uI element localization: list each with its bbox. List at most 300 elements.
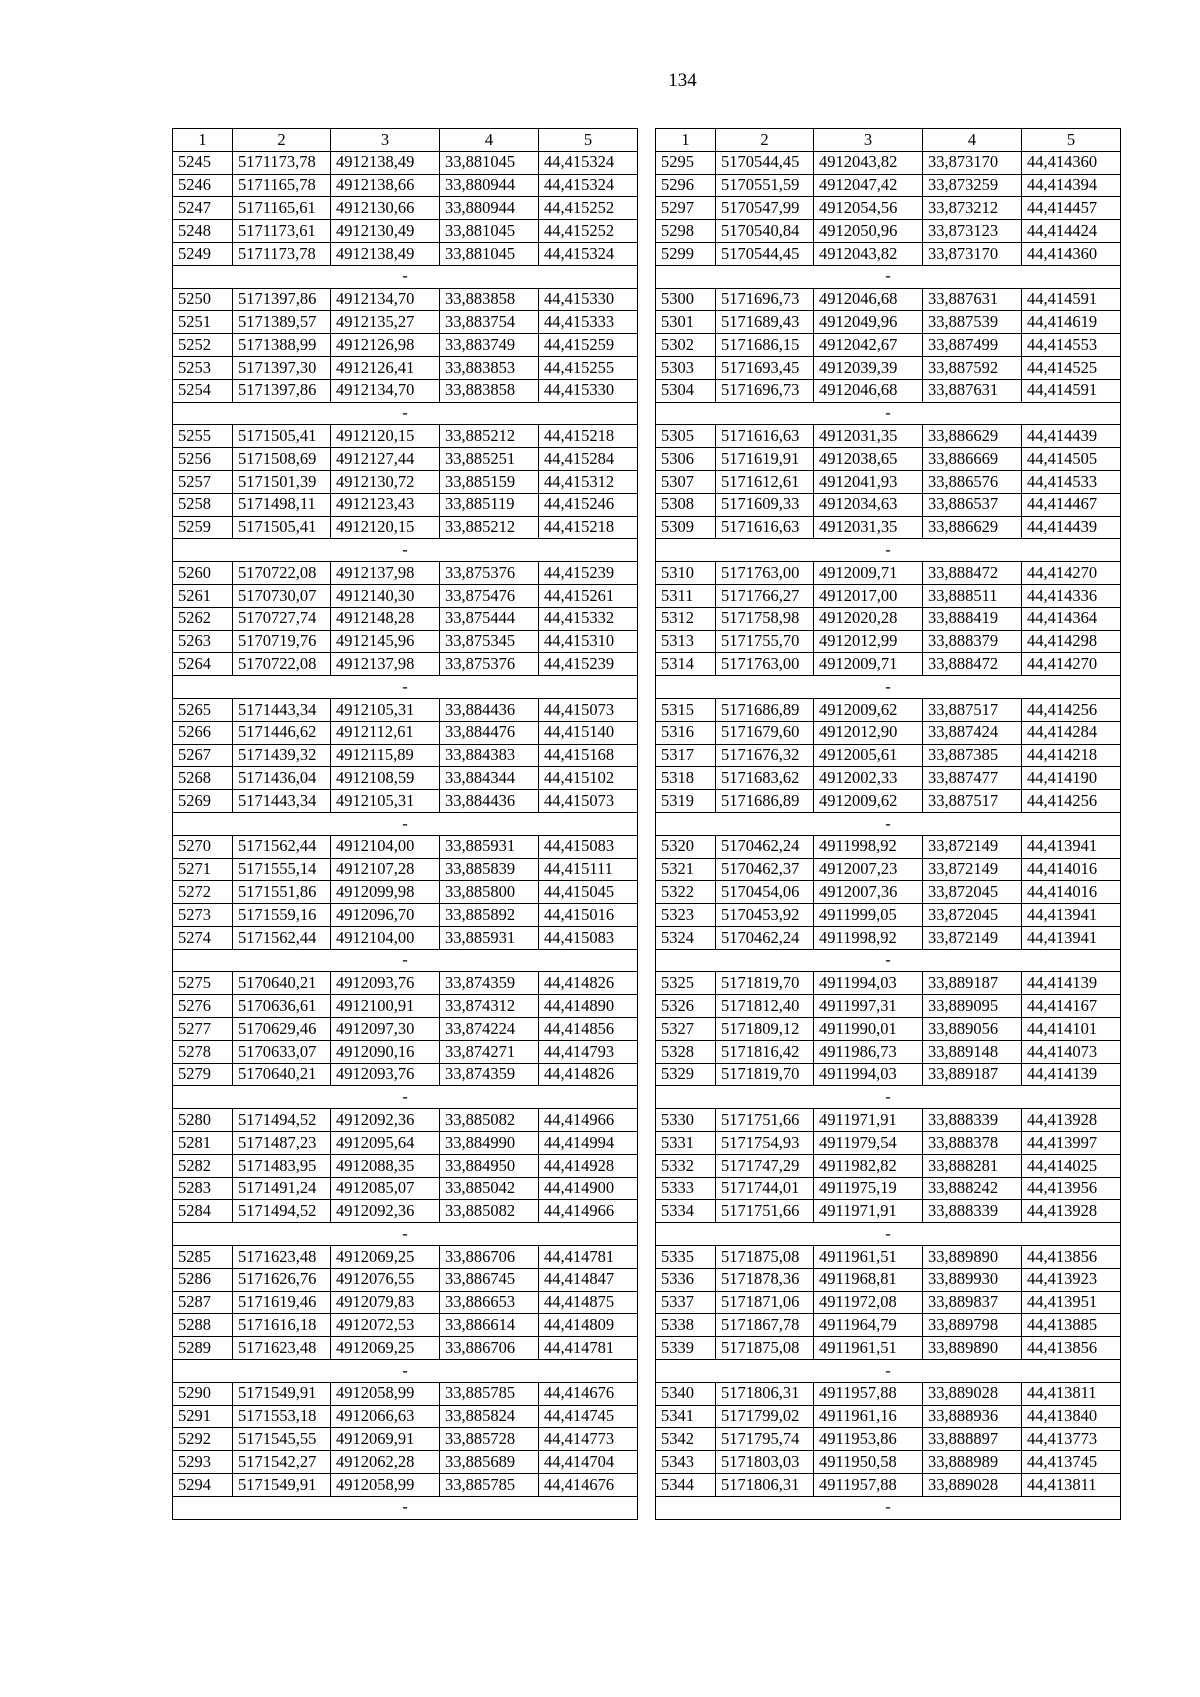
column-header: 3 — [331, 129, 440, 152]
table-cell: 5344 — [656, 1474, 716, 1497]
table-cell: 5171549,91 — [233, 1474, 331, 1497]
table-cell: 33,886706 — [440, 1246, 539, 1269]
table-cell: 44,414218 — [1022, 744, 1121, 767]
table-cell: 44,414139 — [1022, 1063, 1121, 1086]
table-cell: 5171165,78 — [233, 174, 331, 197]
table-row — [656, 607, 1121, 630]
table-cell: 44,415332 — [539, 607, 638, 630]
table-row — [656, 1246, 1121, 1269]
table-cell: 44,414457 — [1022, 197, 1121, 220]
table-cell: 5278 — [173, 1040, 233, 1063]
table-cell: 33,884436 — [440, 698, 539, 721]
table-cell: 44,414439 — [1022, 425, 1121, 448]
table-cell: 33,885251 — [440, 448, 539, 471]
separator-cell: - — [656, 1360, 1121, 1383]
table-cell: 5171686,89 — [716, 790, 814, 813]
table-cell: 44,413941 — [1022, 926, 1121, 949]
table-cell: 5287 — [173, 1291, 233, 1314]
table-cell: 5328 — [656, 1040, 716, 1063]
table-cell: 5171562,44 — [233, 835, 331, 858]
table-cell: 5306 — [656, 448, 716, 471]
table-cell: 5272 — [173, 881, 233, 904]
table-cell: 4912017,00 — [814, 584, 923, 607]
table-cell: 33,885892 — [440, 904, 539, 927]
table-cell: 4911964,79 — [814, 1314, 923, 1337]
table-cell: 33,885800 — [440, 881, 539, 904]
table-row — [173, 1382, 638, 1405]
table-cell: 4912092,36 — [331, 1200, 440, 1223]
table-cell: 5170636,61 — [233, 995, 331, 1018]
table-cell: 44,413885 — [1022, 1314, 1121, 1337]
table-cell: 4912002,33 — [814, 767, 923, 790]
table-cell: 5304 — [656, 379, 716, 402]
table-cell: 4912012,90 — [814, 721, 923, 744]
table-cell: 44,415218 — [539, 516, 638, 539]
table-cell: 5171397,86 — [233, 288, 331, 311]
table-cell: 33,873170 — [923, 151, 1022, 174]
table-cell: 4911957,88 — [814, 1474, 923, 1497]
table-row — [656, 425, 1121, 448]
table-cell: 5315 — [656, 698, 716, 721]
table-cell: 5260 — [173, 562, 233, 585]
table-cell: 5170544,45 — [716, 151, 814, 174]
table-cell: 5171501,39 — [233, 470, 331, 493]
table-cell: 4912093,76 — [331, 972, 440, 995]
table-cell: 5321 — [656, 858, 716, 881]
table-cell: 4911971,91 — [814, 1109, 923, 1132]
table-cell: 33,886614 — [440, 1314, 539, 1337]
table-cell: 5171679,60 — [716, 721, 814, 744]
table-cell: 5171559,16 — [233, 904, 331, 927]
table-cell: 5281 — [173, 1132, 233, 1155]
table-cell: 4912126,41 — [331, 356, 440, 379]
table-row — [173, 448, 638, 471]
table-cell: 4912042,67 — [814, 334, 923, 357]
table-cell: 33,885042 — [440, 1177, 539, 1200]
table-cell: 4912093,76 — [331, 1063, 440, 1086]
table-cell: 44,414439 — [1022, 516, 1121, 539]
table-row — [656, 1451, 1121, 1474]
separator-cell: - — [656, 265, 1121, 288]
table-row — [656, 926, 1121, 949]
table-cell: 4912041,93 — [814, 470, 923, 493]
table-cell: 44,414966 — [539, 1200, 638, 1223]
table-cell: 5170544,45 — [716, 242, 814, 265]
table-cell: 5298 — [656, 220, 716, 243]
table-cell: 4912138,49 — [331, 242, 440, 265]
table-cell: 44,414928 — [539, 1154, 638, 1177]
table-cell: 5248 — [173, 220, 233, 243]
table-row — [656, 1405, 1121, 1428]
table-cell: 5171549,91 — [233, 1382, 331, 1405]
table-row — [173, 1428, 638, 1451]
table-cell: 5319 — [656, 790, 716, 813]
right-coordinate-table — [655, 128, 1121, 1520]
table-cell: 4912104,00 — [331, 835, 440, 858]
table-cell: 4912049,96 — [814, 311, 923, 334]
table-row — [656, 1268, 1121, 1291]
table-cell: 44,415083 — [539, 835, 638, 858]
table-cell: 44,415073 — [539, 790, 638, 813]
table-row — [656, 516, 1121, 539]
separator-cell: - — [173, 1496, 638, 1519]
separator-row — [656, 539, 1121, 562]
table-cell: 5337 — [656, 1291, 716, 1314]
column-header: 4 — [923, 129, 1022, 152]
table-cell: 4912054,56 — [814, 197, 923, 220]
table-cell: 44,415324 — [539, 174, 638, 197]
table-row — [656, 653, 1121, 676]
table-cell: 44,415330 — [539, 379, 638, 402]
table-cell: 33,889798 — [923, 1314, 1022, 1337]
table-cell: 33,875476 — [440, 584, 539, 607]
separator-row — [656, 949, 1121, 972]
table-cell: 5171819,70 — [716, 1063, 814, 1086]
table-row — [656, 1177, 1121, 1200]
table-cell: 33,887385 — [923, 744, 1022, 767]
table-cell: 5342 — [656, 1428, 716, 1451]
table-cell: 33,885931 — [440, 835, 539, 858]
table-cell: 5171389,57 — [233, 311, 331, 334]
table-cell: 33,885689 — [440, 1451, 539, 1474]
table-row — [173, 288, 638, 311]
table-cell: 33,874359 — [440, 972, 539, 995]
table-row — [173, 1154, 638, 1177]
separator-row — [173, 539, 638, 562]
table-cell: 33,888339 — [923, 1200, 1022, 1223]
table-cell: 33,889187 — [923, 972, 1022, 995]
table-cell: 33,887517 — [923, 790, 1022, 813]
table-row — [656, 1474, 1121, 1497]
table-cell: 5171616,18 — [233, 1314, 331, 1337]
table-cell: 33,887539 — [923, 311, 1022, 334]
table-cell: 33,881045 — [440, 151, 539, 174]
table-row — [173, 1040, 638, 1063]
table-cell: 44,414856 — [539, 1018, 638, 1041]
table-cell: 33,887424 — [923, 721, 1022, 744]
table-cell: 33,875345 — [440, 630, 539, 653]
table-row — [173, 493, 638, 516]
table-cell: 5171609,33 — [716, 493, 814, 516]
separator-cell: - — [656, 676, 1121, 699]
table-cell: 33,886629 — [923, 516, 1022, 539]
table-cell: 44,414745 — [539, 1405, 638, 1428]
table-cell: 5171867,78 — [716, 1314, 814, 1337]
table-cell: 5325 — [656, 972, 716, 995]
table-row — [173, 858, 638, 881]
column-header: 3 — [814, 129, 923, 152]
page-number: 134 — [668, 70, 697, 91]
table-cell: 44,415239 — [539, 653, 638, 676]
table-cell: 5170727,74 — [233, 607, 331, 630]
table-cell: 44,414847 — [539, 1268, 638, 1291]
table-row — [656, 858, 1121, 881]
table-cell: 5276 — [173, 995, 233, 1018]
table-cell: 33,872149 — [923, 926, 1022, 949]
table-cell: 5171436,04 — [233, 767, 331, 790]
table-cell: 33,875444 — [440, 607, 539, 630]
table-row — [173, 356, 638, 379]
table-cell: 5322 — [656, 881, 716, 904]
table-cell: 5170462,24 — [716, 835, 814, 858]
table-cell: 5279 — [173, 1063, 233, 1086]
table-cell: 5171686,15 — [716, 334, 814, 357]
table-cell: 4912009,71 — [814, 653, 923, 676]
table-cell: 44,414533 — [1022, 470, 1121, 493]
table-cell: 44,414424 — [1022, 220, 1121, 243]
table-cell: 33,889095 — [923, 995, 1022, 1018]
table-cell: 5300 — [656, 288, 716, 311]
table-row — [173, 835, 638, 858]
table-cell: 44,414298 — [1022, 630, 1121, 653]
separator-cell: - — [656, 812, 1121, 835]
table-row — [656, 311, 1121, 334]
table-cell: 44,414826 — [539, 972, 638, 995]
table-cell: 5171795,74 — [716, 1428, 814, 1451]
table-cell: 33,872045 — [923, 881, 1022, 904]
table-cell: 5254 — [173, 379, 233, 402]
separator-cell: - — [173, 1086, 638, 1109]
table-cell: 5170629,46 — [233, 1018, 331, 1041]
column-header: 1 — [656, 129, 716, 152]
table-cell: 5171806,31 — [716, 1382, 814, 1405]
table-cell: 44,415252 — [539, 197, 638, 220]
table-cell: 5286 — [173, 1268, 233, 1291]
table-row — [656, 1337, 1121, 1360]
table-cell: 44,414467 — [1022, 493, 1121, 516]
table-cell: 4912047,42 — [814, 174, 923, 197]
table-cell: 5171542,27 — [233, 1451, 331, 1474]
table-cell: 33,885159 — [440, 470, 539, 493]
table-row — [173, 220, 638, 243]
table-cell: 5303 — [656, 356, 716, 379]
table-cell: 5171758,98 — [716, 607, 814, 630]
table-cell: 5171809,12 — [716, 1018, 814, 1041]
table-cell: 5330 — [656, 1109, 716, 1132]
table-cell: 44,414676 — [539, 1382, 638, 1405]
table-row — [656, 881, 1121, 904]
table-cell: 5288 — [173, 1314, 233, 1337]
table-cell: 33,887477 — [923, 767, 1022, 790]
table-cell: 44,414591 — [1022, 379, 1121, 402]
table-cell: 4912009,62 — [814, 790, 923, 813]
table-cell: 5170462,37 — [716, 858, 814, 881]
table-cell: 33,887631 — [923, 379, 1022, 402]
separator-row — [173, 812, 638, 835]
table-row — [656, 379, 1121, 402]
table-cell: 33,874312 — [440, 995, 539, 1018]
table-cell: 44,415261 — [539, 584, 638, 607]
table-cell: 4912112,61 — [331, 721, 440, 744]
table-cell: 44,413840 — [1022, 1405, 1121, 1428]
table-cell: 5170462,24 — [716, 926, 814, 949]
table-cell: 5171696,73 — [716, 288, 814, 311]
table-row — [656, 174, 1121, 197]
table-cell: 44,413941 — [1022, 835, 1121, 858]
table-cell: 5171173,78 — [233, 151, 331, 174]
table-row — [173, 197, 638, 220]
table-cell: 4911990,01 — [814, 1018, 923, 1041]
table-row — [173, 1177, 638, 1200]
table-cell: 5265 — [173, 698, 233, 721]
table-cell: 5267 — [173, 744, 233, 767]
table-cell: 33,888897 — [923, 1428, 1022, 1451]
table-cell: 4912127,44 — [331, 448, 440, 471]
table-cell: 44,415255 — [539, 356, 638, 379]
table-cell: 33,887499 — [923, 334, 1022, 357]
table-cell: 33,886576 — [923, 470, 1022, 493]
table-cell: 4912148,28 — [331, 607, 440, 630]
table-cell: 5297 — [656, 197, 716, 220]
table-cell: 44,413928 — [1022, 1109, 1121, 1132]
separator-row — [173, 949, 638, 972]
table-row — [173, 904, 638, 927]
table-cell: 4912097,30 — [331, 1018, 440, 1041]
table-cell: 4911998,92 — [814, 926, 923, 949]
table-cell: 44,414073 — [1022, 1040, 1121, 1063]
table-cell: 5171388,99 — [233, 334, 331, 357]
table-cell: 4911982,82 — [814, 1154, 923, 1177]
table-cell: 33,889890 — [923, 1337, 1022, 1360]
table-cell: 5171505,41 — [233, 425, 331, 448]
table-cell: 5171875,08 — [716, 1337, 814, 1360]
separator-row — [656, 676, 1121, 699]
table-cell: 44,414364 — [1022, 607, 1121, 630]
table-cell: 4911957,88 — [814, 1382, 923, 1405]
table-row — [173, 1063, 638, 1086]
table-cell: 33,888511 — [923, 584, 1022, 607]
table-row — [656, 904, 1121, 927]
table-cell: 33,874359 — [440, 1063, 539, 1086]
separator-row — [173, 402, 638, 425]
table-row — [656, 1132, 1121, 1155]
table-cell: 5170453,92 — [716, 904, 814, 927]
table-cell: 33,873259 — [923, 174, 1022, 197]
separator-cell: - — [173, 265, 638, 288]
table-cell: 33,884990 — [440, 1132, 539, 1155]
table-cell: 44,414016 — [1022, 881, 1121, 904]
table-cell: 5171766,27 — [716, 584, 814, 607]
table-cell: 4911961,51 — [814, 1246, 923, 1269]
table-cell: 4912108,59 — [331, 767, 440, 790]
table-cell: 33,884476 — [440, 721, 539, 744]
table-cell: 5263 — [173, 630, 233, 653]
table-row — [173, 151, 638, 174]
table-row — [173, 721, 638, 744]
table-cell: 5331 — [656, 1132, 716, 1155]
table-cell: 5171763,00 — [716, 562, 814, 585]
table-cell: 33,885082 — [440, 1200, 539, 1223]
table-row — [173, 516, 638, 539]
table-cell: 4912031,35 — [814, 425, 923, 448]
table-cell: 4912046,68 — [814, 288, 923, 311]
table-cell: 4911950,58 — [814, 1451, 923, 1474]
table-cell: 4912069,25 — [331, 1337, 440, 1360]
table-cell: 33,885212 — [440, 425, 539, 448]
table-cell: 5280 — [173, 1109, 233, 1132]
table-cell: 44,415102 — [539, 767, 638, 790]
separator-cell: - — [173, 1360, 638, 1383]
table-cell: 5171747,29 — [716, 1154, 814, 1177]
table-cell: 44,414139 — [1022, 972, 1121, 995]
column-header: 2 — [716, 129, 814, 152]
separator-cell: - — [173, 1223, 638, 1246]
table-cell: 5171553,18 — [233, 1405, 331, 1428]
table-cell: 33,889056 — [923, 1018, 1022, 1041]
table-cell: 5171439,32 — [233, 744, 331, 767]
table-cell: 4911968,81 — [814, 1268, 923, 1291]
separator-cell: - — [173, 949, 638, 972]
table-cell: 44,414676 — [539, 1474, 638, 1497]
table-cell: 44,413745 — [1022, 1451, 1121, 1474]
table-cell: 5314 — [656, 653, 716, 676]
table-cell: 33,885785 — [440, 1474, 539, 1497]
table-cell: 5294 — [173, 1474, 233, 1497]
table-cell: 5171755,70 — [716, 630, 814, 653]
table-cell: 44,414256 — [1022, 698, 1121, 721]
table-cell: 33,885212 — [440, 516, 539, 539]
table-row — [656, 197, 1121, 220]
table-cell: 5171693,45 — [716, 356, 814, 379]
table-cell: 4911953,86 — [814, 1428, 923, 1451]
table-cell: 33,887631 — [923, 288, 1022, 311]
table-row — [656, 448, 1121, 471]
table-cell: 44,413928 — [1022, 1200, 1121, 1223]
table-cell: 5259 — [173, 516, 233, 539]
table-cell: 44,414190 — [1022, 767, 1121, 790]
table-cell: 33,873170 — [923, 242, 1022, 265]
table-cell: 33,873123 — [923, 220, 1022, 243]
column-header: 2 — [233, 129, 331, 152]
table-cell: 4912140,30 — [331, 584, 440, 607]
table-cell: 33,886745 — [440, 1268, 539, 1291]
table-row — [173, 972, 638, 995]
separator-cell: - — [656, 1086, 1121, 1109]
table-cell: 44,413811 — [1022, 1382, 1121, 1405]
table-row — [656, 562, 1121, 585]
header-row — [173, 129, 638, 152]
table-cell: 5341 — [656, 1405, 716, 1428]
table-cell: 5312 — [656, 607, 716, 630]
table-cell: 5171545,55 — [233, 1428, 331, 1451]
table-cell: 5171751,66 — [716, 1200, 814, 1223]
table-cell: 5268 — [173, 767, 233, 790]
table-cell: 5170547,99 — [716, 197, 814, 220]
table-cell: 44,415016 — [539, 904, 638, 927]
table-cell: 5171173,61 — [233, 220, 331, 243]
table-row — [656, 1018, 1121, 1041]
table-cell: 33,888242 — [923, 1177, 1022, 1200]
table-cell: 5171616,63 — [716, 516, 814, 539]
table-cell: 33,874271 — [440, 1040, 539, 1063]
table-cell: 44,414809 — [539, 1314, 638, 1337]
table-cell: 5170722,08 — [233, 653, 331, 676]
table-cell: 33,883754 — [440, 311, 539, 334]
table-cell: 44,414336 — [1022, 584, 1121, 607]
table-cell: 4911997,31 — [814, 995, 923, 1018]
table-row — [173, 311, 638, 334]
separator-cell: - — [656, 1223, 1121, 1246]
table-cell: 5171498,11 — [233, 493, 331, 516]
table-cell: 4912090,16 — [331, 1040, 440, 1063]
table-cell: 4912005,61 — [814, 744, 923, 767]
table-cell: 33,872149 — [923, 858, 1022, 881]
table-cell: 4911994,03 — [814, 972, 923, 995]
table-cell: 5284 — [173, 1200, 233, 1223]
table-cell: 4911961,51 — [814, 1337, 923, 1360]
table-cell: 44,414360 — [1022, 242, 1121, 265]
table-cell: 5171754,93 — [716, 1132, 814, 1155]
